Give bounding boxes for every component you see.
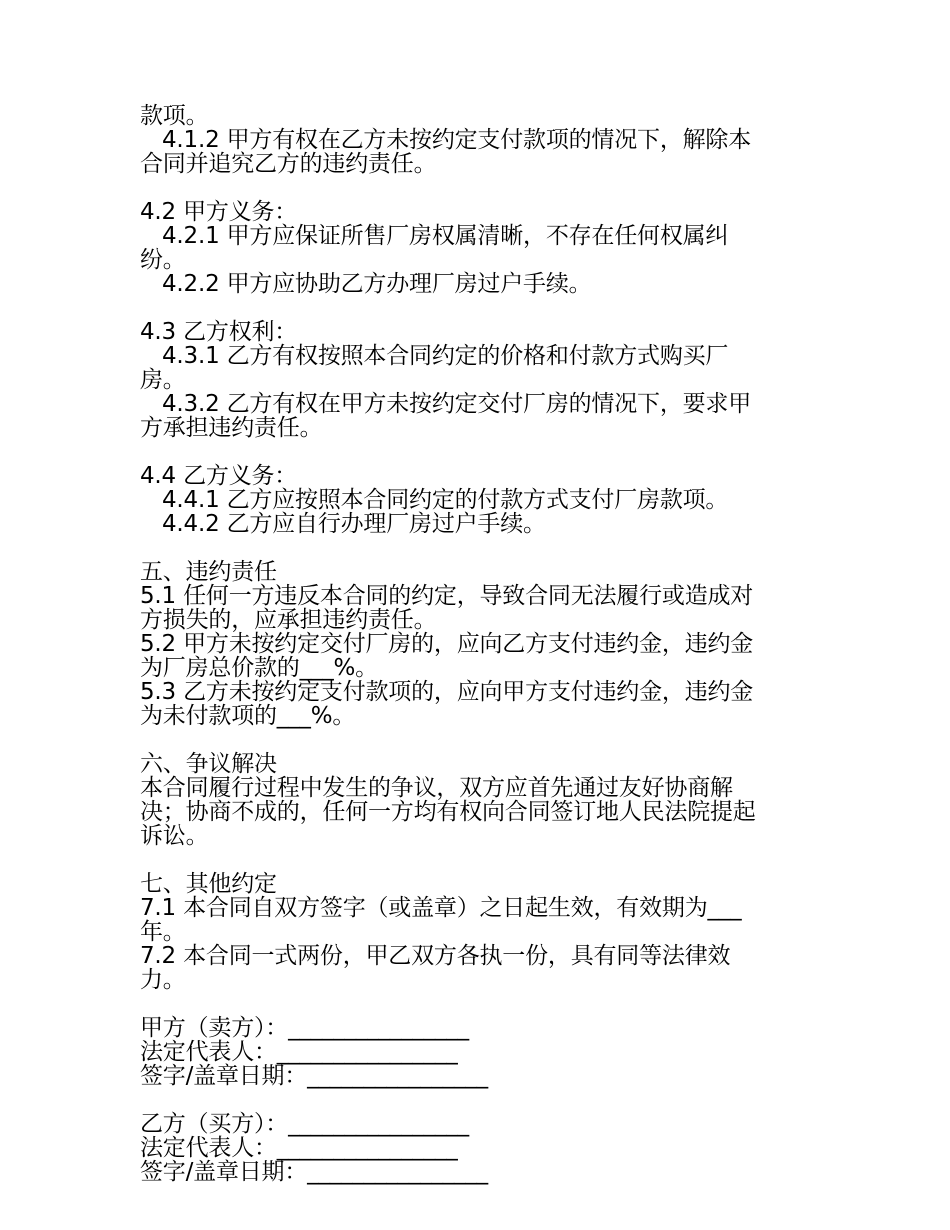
text-line: 4.4.2 乙方应自行办理厂房过户手续。 (162, 511, 546, 537)
section-s4-4 (140, 464, 820, 536)
text-line: 4.3 乙方权利： (140, 319, 298, 345)
text-line: 力。 (140, 967, 186, 993)
section-s5 (140, 560, 820, 728)
text-line: 4.4.1 乙方应按照本合同约定的付款方式支付厂房款项。 (162, 487, 729, 513)
text-line: 年。 (140, 919, 186, 945)
text-line: 7.2 本合同一式两份，甲乙双方各执一份，具有同等法律效 (140, 943, 731, 969)
text-line: 法定代表人：________________ (140, 1135, 458, 1161)
section-s4-2 (140, 200, 820, 296)
text-line: 4.3.1 乙方有权按照本合同约定的价格和付款方式购买厂 (162, 343, 729, 369)
text-line: 5.2 甲方未按约定交付厂房的，应向乙方支付违约金，违约金 (140, 631, 754, 657)
text-line: 5.3 乙方未按约定支付款项的，应向甲方支付违约金，违约金 (140, 679, 754, 705)
section-s4-1-tail (140, 104, 820, 176)
text-line: 5.1 任何一方违反本合同的约定，导致合同无法履行或造成对 (140, 583, 754, 609)
text-line: 诉讼。 (140, 823, 209, 849)
section-gap (140, 176, 820, 200)
section-gap (140, 1088, 820, 1112)
text-line: 方损失的，应承担违约责任。 (140, 607, 437, 633)
text-line: 合同并追究乙方的违约责任。 (140, 151, 437, 177)
text-line: 4.3.2 乙方有权在甲方未按约定交付厂房的情况下，要求甲 (162, 391, 752, 417)
section-s6 (140, 752, 820, 848)
section-gap (140, 536, 820, 560)
text-line: 签字/盖章日期：________________ (140, 1063, 488, 1089)
text-line: 为厂房总价款的___%。 (140, 655, 378, 681)
contract-text (140, 104, 820, 1184)
text-line: 七、其他约定 (140, 871, 277, 897)
text-line: 款项。 (140, 103, 209, 129)
section-s4-3 (140, 320, 820, 440)
text-line: 4.2 甲方义务： (140, 199, 298, 225)
text-line: 4.2.1 甲方应保证所售厂房权属清晰，不存在任何权属纠 (162, 223, 729, 249)
section-gap (140, 848, 820, 872)
text-line: 决；协商不成的，任何一方均有权向合同签订地人民法院提起 (140, 799, 756, 825)
text-line: 房。 (140, 367, 186, 393)
text-line: 4.2.2 甲方应协助乙方办理厂房过户手续。 (162, 271, 592, 297)
section-gap (140, 728, 820, 752)
section-sig-seller (140, 1016, 820, 1088)
text-line: 为未付款项的___%。 (140, 703, 356, 729)
text-line: 纷。 (140, 247, 186, 273)
text-line: 五、违约责任 (140, 559, 277, 585)
text-line: 7.1 本合同自双方签字（或盖章）之日起生效，有效期为___ (140, 895, 742, 921)
text-line: 方承担违约责任。 (140, 415, 323, 441)
section-gap (140, 992, 820, 1016)
text-line: 本合同履行过程中发生的争议，双方应首先通过友好协商解 (140, 775, 733, 801)
text-line: 甲方（卖方）：________________ (140, 1015, 469, 1041)
section-sig-buyer (140, 1112, 820, 1184)
text-line: 六、争议解决 (140, 751, 277, 777)
section-s7 (140, 872, 820, 992)
text-line: 4.1.2 甲方有权在乙方未按约定支付款项的情况下，解除本 (162, 127, 752, 153)
section-gap (140, 440, 820, 464)
text-line: 签字/盖章日期：________________ (140, 1159, 488, 1185)
section-gap (140, 296, 820, 320)
text-line: 4.4 乙方义务： (140, 463, 298, 489)
text-line: 法定代表人：________________ (140, 1039, 458, 1065)
text-line: 乙方（买方）：________________ (140, 1111, 469, 1137)
